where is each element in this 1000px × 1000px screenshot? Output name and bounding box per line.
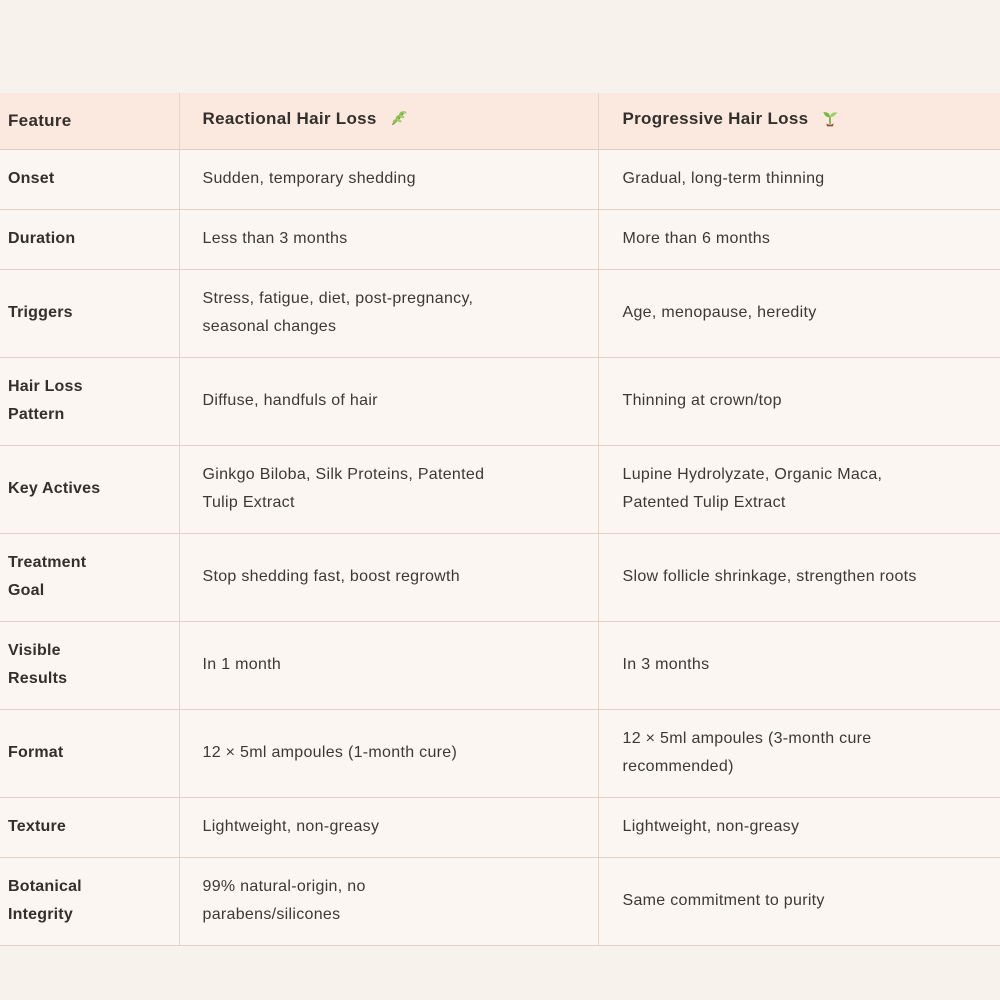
- cell-progressive-text: 12 × 5ml ampoules (3-month cure recommended): [622, 730, 872, 775]
- table-row: [0, 150, 1000, 210]
- table-body: [0, 150, 1000, 946]
- row-feature-label: [0, 446, 179, 534]
- cell-reactional: [179, 270, 598, 358]
- row-feature-label: [0, 150, 179, 210]
- cell-progressive: [598, 150, 1000, 210]
- cell-reactional: [179, 798, 598, 858]
- cell-progressive-text: Gradual, long-term thinning: [622, 170, 825, 187]
- herb-icon: [389, 108, 409, 137]
- cell-progressive-text: Lightweight, non-greasy: [622, 818, 800, 835]
- cell-reactional-text: In 1 month: [202, 656, 282, 673]
- row-feature-label: [0, 858, 179, 946]
- row-feature-label-text: Format: [8, 744, 64, 761]
- column-header-feature-label: Feature: [8, 111, 72, 130]
- row-feature-label-text: Key Actives: [8, 480, 101, 497]
- column-header-progressive: [598, 93, 1000, 150]
- row-feature-label-text: Onset: [8, 170, 55, 187]
- row-feature-label-text: Treatment Goal: [8, 554, 87, 599]
- cell-reactional: [179, 534, 598, 622]
- table-row: [0, 446, 1000, 534]
- cell-reactional: [179, 446, 598, 534]
- cell-progressive: [598, 622, 1000, 710]
- cell-progressive-text: Lupine Hydrolyzate, Organic Maca, Patented Tulip Extract: [622, 466, 883, 511]
- table-row: [0, 622, 1000, 710]
- row-feature-label: [0, 622, 179, 710]
- table-row: [0, 358, 1000, 446]
- row-feature-label-text: Botanical Integrity: [8, 878, 82, 923]
- cell-progressive: [598, 710, 1000, 798]
- cell-progressive: [598, 534, 1000, 622]
- column-header-reactional: [179, 93, 598, 150]
- cell-progressive: [598, 798, 1000, 858]
- seedling-icon: [820, 108, 840, 137]
- cell-progressive: [598, 270, 1000, 358]
- row-feature-label: [0, 710, 179, 798]
- cell-reactional-text: Stop shedding fast, boost regrowth: [202, 568, 460, 585]
- cell-reactional: [179, 210, 598, 270]
- cell-reactional: [179, 622, 598, 710]
- cell-progressive: [598, 858, 1000, 946]
- table-row: [0, 858, 1000, 946]
- table-row: [0, 710, 1000, 798]
- cell-reactional: [179, 150, 598, 210]
- cell-reactional-text: 99% natural-origin, no parabens/silicones: [202, 878, 366, 923]
- cell-reactional-text: 12 × 5ml ampoules (1-month cure): [202, 744, 458, 761]
- cell-progressive-text: Same commitment to purity: [622, 892, 825, 909]
- cell-reactional-text: Lightweight, non-greasy: [202, 818, 380, 835]
- cell-progressive: [598, 358, 1000, 446]
- table-row: [0, 270, 1000, 358]
- row-feature-label-text: Duration: [8, 230, 76, 247]
- row-feature-label-text: Texture: [8, 818, 67, 835]
- cell-reactional-text: Less than 3 months: [202, 230, 348, 247]
- row-feature-label-text: Triggers: [8, 304, 73, 321]
- row-feature-label-text: Hair Loss Pattern: [8, 378, 83, 423]
- cell-reactional-text: Stress, fatigue, diet, post-pregnancy, seasonal changes: [202, 290, 474, 335]
- cell-reactional-text: Sudden, temporary shedding: [202, 170, 416, 187]
- cell-progressive-text: Age, menopause, heredity: [622, 304, 817, 321]
- row-feature-label: [0, 210, 179, 270]
- table-row: [0, 798, 1000, 858]
- cell-progressive-text: Slow follicle shrinkage, strengthen roots: [622, 568, 917, 585]
- row-feature-label: [0, 798, 179, 858]
- column-header-feature: [0, 93, 179, 150]
- row-feature-label: [0, 534, 179, 622]
- row-feature-label: [0, 270, 179, 358]
- cell-progressive-text: In 3 months: [622, 656, 710, 673]
- cell-reactional: [179, 858, 598, 946]
- cell-progressive: [598, 210, 1000, 270]
- column-header-reactional-label: Reactional Hair Loss: [202, 109, 377, 128]
- row-feature-label-text: Visible Results: [8, 642, 68, 687]
- cell-reactional-text: Ginkgo Biloba, Silk Proteins, Patented Tulip Extract: [202, 466, 485, 511]
- cell-progressive-text: More than 6 months: [622, 230, 771, 247]
- table-header-row: [0, 93, 1000, 150]
- cell-reactional: [179, 358, 598, 446]
- cell-progressive-text: Thinning at crown/top: [622, 392, 782, 409]
- column-header-progressive-label: Progressive Hair Loss: [622, 109, 809, 128]
- table-row: [0, 210, 1000, 270]
- table-row: [0, 534, 1000, 622]
- cell-reactional-text: Diffuse, handfuls of hair: [202, 392, 378, 409]
- comparison-table: [0, 93, 1000, 946]
- row-feature-label: [0, 358, 179, 446]
- cell-reactional: [179, 710, 598, 798]
- cell-progressive: [598, 446, 1000, 534]
